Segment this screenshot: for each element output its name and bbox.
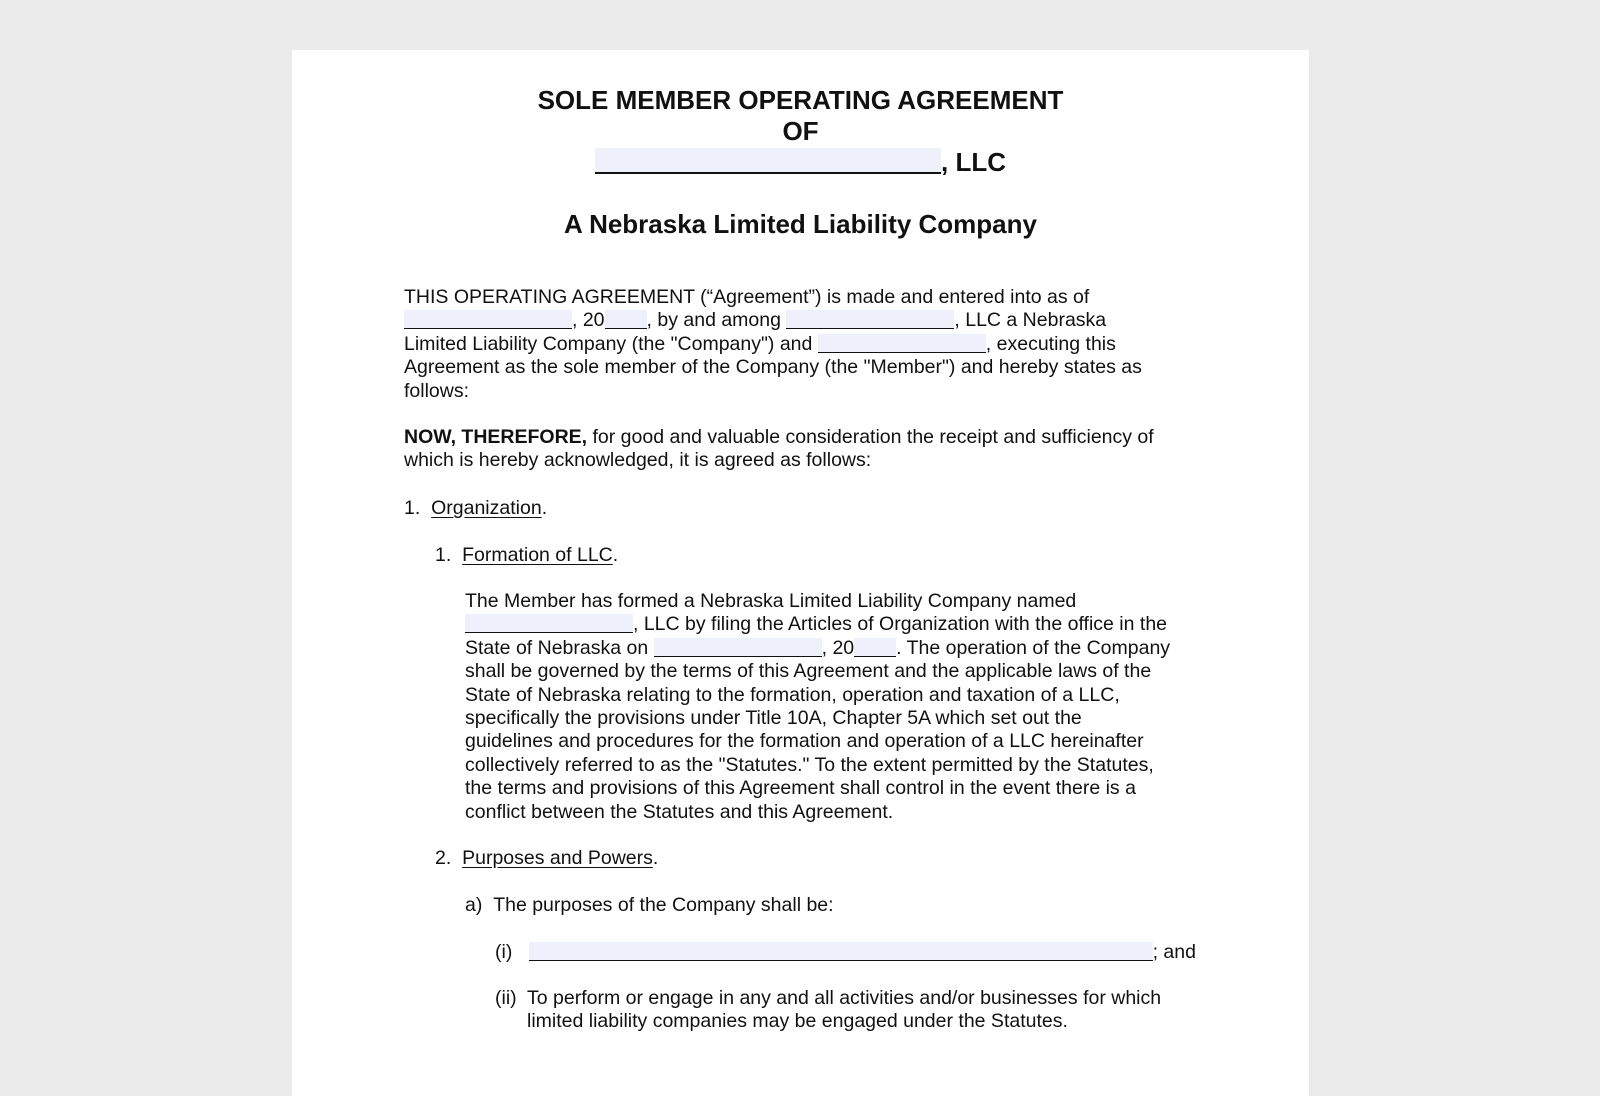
- llc-name-field[interactable]: [465, 614, 633, 633]
- formation-text: , 20: [821, 636, 855, 659]
- filing-year-field[interactable]: [854, 638, 896, 657]
- llc-suffix: , LLC: [941, 147, 1006, 177]
- formation-text: . The operation of the Company: [896, 636, 1171, 659]
- intro-paragraph: [404, 286, 1194, 403]
- now-therefore-text: which is hereby acknowledged, it is agreed as follows:: [404, 449, 872, 472]
- section-number: 1.: [404, 497, 421, 519]
- item-label: a): [465, 894, 483, 916]
- section-period: .: [652, 847, 659, 869]
- intro-text: follows:: [404, 379, 470, 402]
- formation-text: shall be governed by the terms of this Agreement and the applicable laws of the: [465, 660, 1152, 683]
- item-text: The purposes of the Company shall be:: [493, 894, 834, 916]
- document-title-of: OF: [782, 116, 819, 146]
- document-subtitle: A Nebraska Limited Liability Company: [564, 209, 1037, 239]
- now-therefore-bold: NOW, THEREFORE,: [404, 426, 588, 448]
- section-title: Purposes and Powers: [462, 847, 653, 869]
- intro-text: Limited Liability Company (the "Company") and: [404, 332, 813, 355]
- formation-text: specifically the provisions under Title 10A, Chapter 5A which set out the: [465, 707, 1082, 730]
- purpose-field[interactable]: [529, 942, 1153, 961]
- intro-text: , LLC a Nebraska: [954, 309, 1107, 332]
- filing-date-field[interactable]: [654, 638, 822, 657]
- intro-text: THIS OPERATING AGREEMENT (“Agreement”) is made and entered into as of: [404, 286, 1090, 308]
- agreement-date-field[interactable]: [404, 310, 572, 329]
- section-1-1-heading: [435, 544, 618, 567]
- section-1-heading: [404, 497, 547, 520]
- section-period: .: [541, 497, 548, 519]
- now-therefore-paragraph: [404, 426, 1194, 473]
- intro-text: , 20: [572, 309, 605, 332]
- formation-text: conflict between the Statutes and this Agreement.: [465, 800, 894, 823]
- section-period: .: [612, 544, 619, 566]
- section-title: Formation of LLC: [462, 544, 613, 566]
- formation-paragraph: [465, 590, 1205, 824]
- item-text-line: To perform or engage in any and all activities and/or businesses for which: [527, 987, 1162, 1009]
- intro-text: , executing this: [985, 332, 1116, 355]
- formation-text: guidelines and procedures for the formation and operation of a LLC hereinafter: [465, 730, 1144, 753]
- item-a: [465, 894, 834, 917]
- document-page: [292, 50, 1309, 1096]
- section-number: 2.: [435, 847, 452, 869]
- agreement-year-field[interactable]: [605, 310, 647, 329]
- item-i: [495, 941, 1196, 964]
- item-text: [527, 987, 1207, 1034]
- item-label: (i): [495, 941, 513, 963]
- section-1-2-heading: [435, 847, 658, 870]
- section-title: Organization: [431, 497, 542, 519]
- member-name-field[interactable]: [818, 334, 986, 353]
- formation-text: State of Nebraska relating to the formation, operation and taxation of a LLC,: [465, 683, 1120, 706]
- formation-text: The Member has formed a Nebraska Limited Liability Company named: [465, 590, 1077, 612]
- intro-text: Agreement as the sole member of the Company (the "Member") and hereby states as: [404, 356, 1142, 379]
- document-title: SOLE MEMBER OPERATING AGREEMENT: [537, 85, 1064, 115]
- now-therefore-text: for good and valuable consideration the receipt and sufficiency of: [587, 426, 1154, 448]
- item-text: ; and: [1152, 941, 1196, 963]
- intro-text: , by and among: [646, 309, 781, 332]
- formation-text: , LLC by filing the Articles of Organization with the office in the: [633, 613, 1168, 636]
- formation-text: State of Nebraska on: [465, 636, 649, 659]
- item-label: (ii): [495, 987, 517, 1009]
- formation-text: collectively referred to as the "Statutes." To the extent permitted by the Statutes,: [465, 753, 1154, 776]
- llc-name-line: [292, 147, 1309, 178]
- formation-text: the terms and provisions of this Agreement shall control in the event there is a: [465, 777, 1136, 800]
- llc-name-field[interactable]: [595, 148, 941, 174]
- section-number: 1.: [435, 544, 452, 566]
- company-name-field[interactable]: [786, 310, 954, 329]
- item-text-line: limited liability companies may be engaged under the Statutes.: [527, 1010, 1068, 1033]
